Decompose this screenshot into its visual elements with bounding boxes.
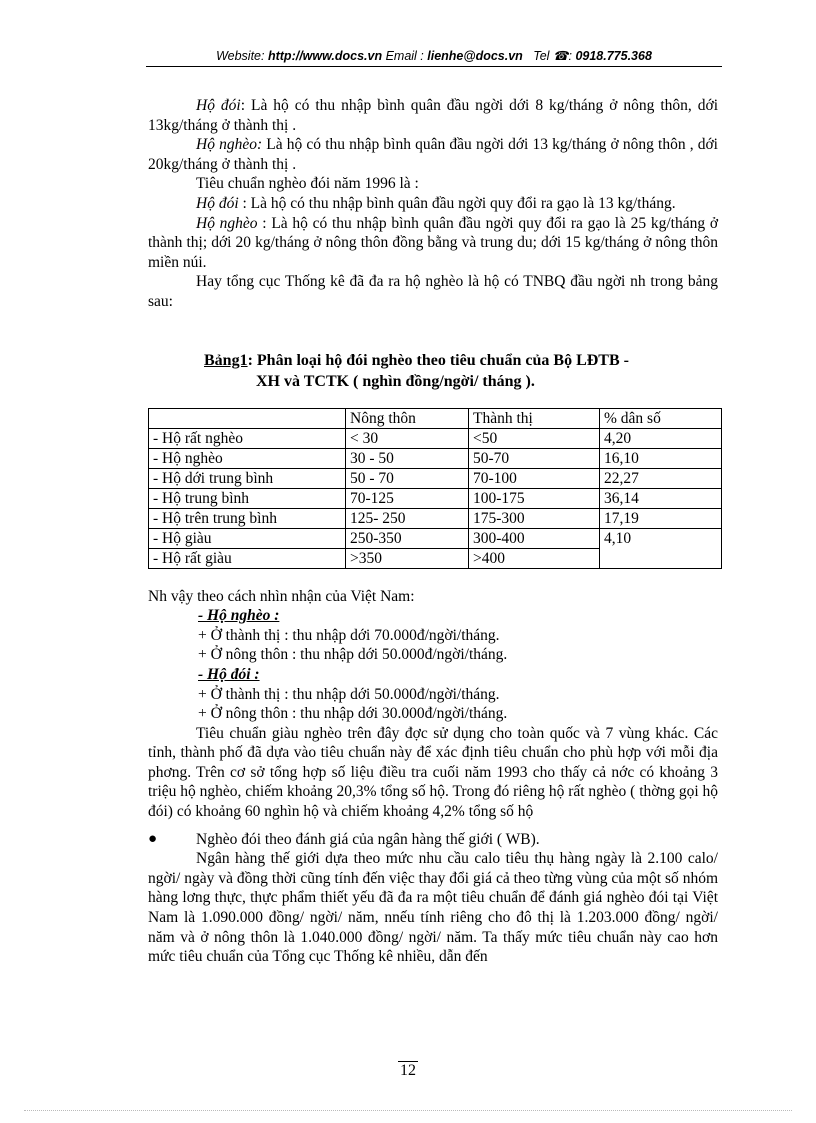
paragraph-ho-ngheo: Hộ nghèo: Là hộ có thu nhập bình quân đầu ngời dới 13 kg/tháng ở nông thôn , dới 20kg/tháng ở thành thị . bbox=[148, 136, 718, 173]
page-bottom-divider bbox=[24, 1110, 792, 1111]
email-label: Email : bbox=[385, 49, 424, 63]
page-number: 12 bbox=[400, 1062, 416, 1079]
wb-bullet bbox=[148, 830, 718, 850]
table-row: - Hộ nghèo 30 - 50 50-70 16,10 bbox=[149, 448, 722, 468]
paragraph-ho-ngheo-1996: Hộ nghèo : Là hộ có thu nhập bình quân đầu ngời quy đổi ra gạo là 25 kg/tháng ở thành thị; dới 20 kg/tháng ở nông thôn đồng bằng và trung du; dới 15 kg/tháng ở nông thôn miền núi. bbox=[148, 214, 719, 271]
email-link[interactable]: lienhe@docs.vn bbox=[427, 49, 523, 63]
table-row: - Hộ trung bình 70-125 100-175 36,14 bbox=[149, 488, 722, 508]
term-ho-doi-1996: Hộ đói bbox=[196, 194, 239, 212]
ho-doi-city: + Ở thành thị : thu nhập dới 50.000đ/ngời/tháng. bbox=[198, 685, 500, 703]
paragraph-tong-cuc: Hay tổng cục Thống kê đã đa ra hộ nghèo là hộ có TNBQ đầu ngời nh trong bảng sau: bbox=[148, 273, 718, 310]
table-row: - Hộ rất giàu >350 >400 bbox=[149, 548, 722, 568]
table-row: - Hộ dới trung bình 50 - 70 70-100 22,27 bbox=[149, 468, 722, 488]
paragraph-ho-doi-1996: Hộ đói : Là hộ có thu nhập bình quân đầu ngời quy đổi ra gạo là 13 kg/tháng. bbox=[196, 194, 676, 212]
classification-table bbox=[148, 408, 722, 569]
website-label: Website: bbox=[216, 49, 265, 63]
table-label: Bảng1 bbox=[204, 351, 248, 369]
ho-ngheo-heading: - Hộ nghèo : bbox=[198, 607, 280, 625]
bullet-icon: ● bbox=[148, 830, 158, 847]
ho-doi-rural: + Ở nông thôn : thu nhập dới 30.000đ/ngời/tháng. bbox=[198, 705, 508, 723]
paragraph-world-bank: Ngân hàng thế giới dựa theo mức nhu cầu calo tiêu thụ hàng ngày là 2.100 calo/ ngời/ ngày và đồng thời cũng tính đến việc thay đổi giá cả theo từng vùng của một số nhóm hàng lơng thực, thực phẩm thiết yếu đã đa ra một tiêu chuẩn để đánh giá nghèo đói tại Việt Nam là 1.090.000 đồng/ ngời/ năm, nnếu tính riêng cho đô thị là 1.203.000 đồng/ ngời/ năm và ở nông thôn là 1.040.000 đồng/ ngời/ năm. Ta thấy mức tiêu chuẩn này cao hơn mức tiêu chuẩn của Tổng cục Thống kê nhiều, dẫn đến bbox=[148, 850, 718, 966]
table-title-line2: XH và TCTK ( nghìn đồng/ngời/ tháng ). bbox=[256, 372, 535, 390]
tel-label: Tel ☎: bbox=[533, 49, 572, 63]
table-row: - Hộ giàu 250-350 300-400 4,10 bbox=[149, 528, 722, 548]
wb-bullet-text: Nghèo đói theo đánh giá của ngân hàng thế giới ( WB). bbox=[196, 830, 540, 848]
page-header bbox=[148, 48, 720, 63]
term-ho-ngheo-1996: Hộ nghèo bbox=[196, 214, 258, 232]
ho-doi-heading: - Hộ đói : bbox=[198, 665, 260, 683]
table-row: - Hộ rất nghèo < 30 <50 4,20 bbox=[149, 428, 722, 448]
term-ho-ngheo: Hộ nghèo: bbox=[196, 136, 263, 154]
website-url[interactable]: http://www.docs.vn bbox=[267, 49, 383, 63]
document-body bbox=[148, 96, 718, 967]
vietnam-view-intro: Nh vậy theo cách nhìn nhận của Việt Nam: bbox=[148, 587, 415, 605]
table-title: Bảng1: Phân loại hộ đói nghèo theo tiêu chuẩn của Bộ LĐTB - bbox=[204, 351, 629, 369]
header-divider bbox=[146, 66, 722, 67]
term-ho-doi: Hộ đói bbox=[196, 97, 241, 114]
paragraph-standard-1996: Tiêu chuẩn nghèo đói năm 1996 là : bbox=[196, 175, 419, 193]
ho-ngheo-city: + Ở thành thị : thu nhập dới 70.000đ/ngời/tháng. bbox=[198, 626, 500, 644]
table-row: - Hộ trên trung bình 125- 250 175-300 17,19 bbox=[149, 508, 722, 528]
paragraph-tieu-chuan: Tiêu chuẩn giàu nghèo trên đây đợc sử dụng cho toàn quốc và 7 vùng khác. Các tỉnh, thành phố đã dựa vào tiêu chuẩn này để xác định tiêu chuẩn cho phù hợp với mỗi địa phơng. Trên cơ sở tổng hợp số liệu điều tra cuối năm 1993 cho thấy cả nớc có khoảng 3 triệu hộ nghèo, chiếm khoảng 20,3% tổng số hộ. Trong đó riêng hộ rất nghèo ( thờng gọi hộ đói) có khoảng 60 nghìn hộ và chiếm khoảng 4,2% tổng số hộ bbox=[148, 724, 719, 821]
tel-number: 0918.775.368 bbox=[575, 49, 652, 63]
paragraph-ho-doi: Hộ đói: Là hộ có thu nhập bình quân đầu ngời dới 8 kg/tháng ở nông thôn, dới 13kg/tháng ở thành thị . bbox=[148, 97, 719, 134]
ho-ngheo-rural: + Ở nông thôn : thu nhập dới 50.000đ/ngời/tháng. bbox=[198, 646, 508, 664]
table-header-row: Nông thôn Thành thị % dân số bbox=[149, 408, 722, 428]
